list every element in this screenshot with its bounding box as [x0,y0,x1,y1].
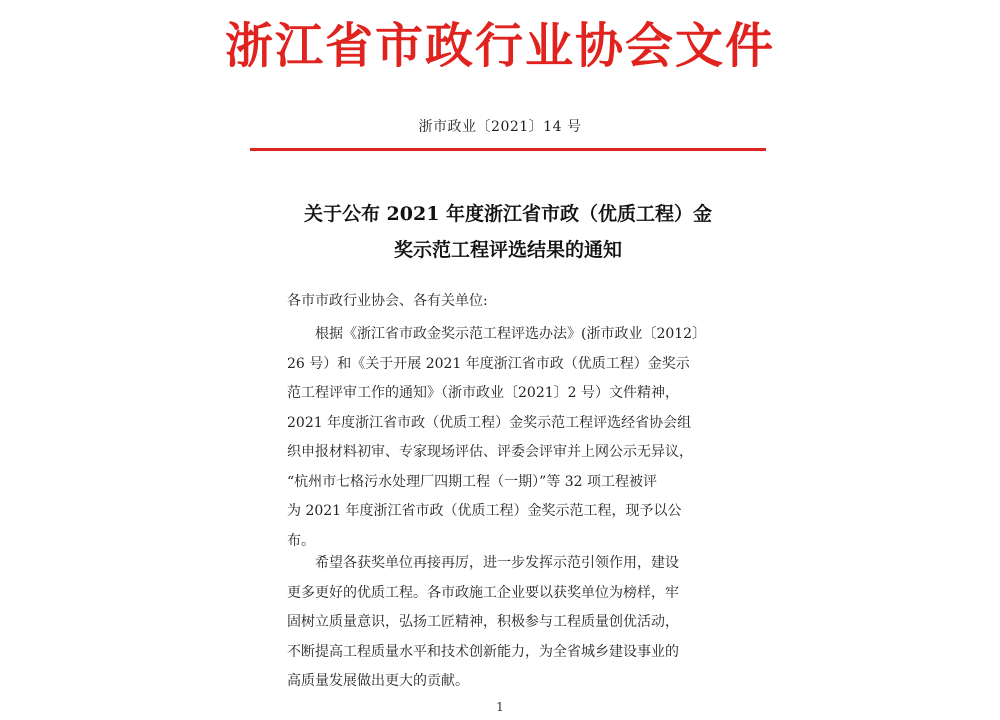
paragraph-line: 希望各获奖单位再接再厉，进一步发挥示范引领作用，建设 [287,555,679,571]
notice-title [250,196,766,268]
addressee: 各市市政行业协会、各有关单位: [287,293,488,309]
notice-title-line: 关于公布 2021 年度浙江省市政（优质工程）金 [303,203,713,225]
paragraph-line: 高质量发展做出更大的贡献。 [287,673,469,689]
paragraph-line: “杭州市七格污水处理厂四期工程（一期）”等 32 项工程被评 [287,473,658,490]
body-paragraph-1 [287,320,719,556]
paragraph-line: 固树立质量意识，弘扬工匠精神，积极参与工程质量创优活动， [287,614,679,630]
paragraph-line: 2021 年度浙江省市政（优质工程）金奖示范工程评选经省协会组 [287,414,692,431]
paragraph-line: 为 2021 年度浙江省市政（优质工程）金奖示范工程，现予以公 [287,503,682,519]
paragraph-line: 织申报材料初审、专家现场评估、评委会评审并上网公示无异议， [287,444,693,460]
paragraph-line: 根据《浙江省市政金奖示范工程评选办法》(浙市政业〔2012〕 [287,326,707,342]
page-number: 1 [496,700,504,714]
document-number: 浙市政业〔2021〕14 号 [418,119,582,135]
paragraph-line: 更多更好的优质工程。各市政施工企业要以获奖单位为榜样，牢 [287,584,679,601]
paragraph-line: 布。 [287,532,315,549]
notice-title-line: 奖示范工程评选结果的通知 [393,239,622,261]
paragraph-line: 不断提高工程质量水平和技术创新能力，为全省城乡建设事业的 [287,643,679,660]
letterhead-divider [250,148,766,151]
paragraph-line: 26 号）和《关于开展 2021 年度浙江省市政（优质工程）金奖示 [287,355,690,372]
paragraph-line: 范工程评审工作的通知》（浙市政业〔2021〕2 号）文件精神， [287,385,679,401]
body-paragraph-2 [287,549,719,697]
letterhead-title: 浙江省市政行业协会文件 [224,18,775,74]
